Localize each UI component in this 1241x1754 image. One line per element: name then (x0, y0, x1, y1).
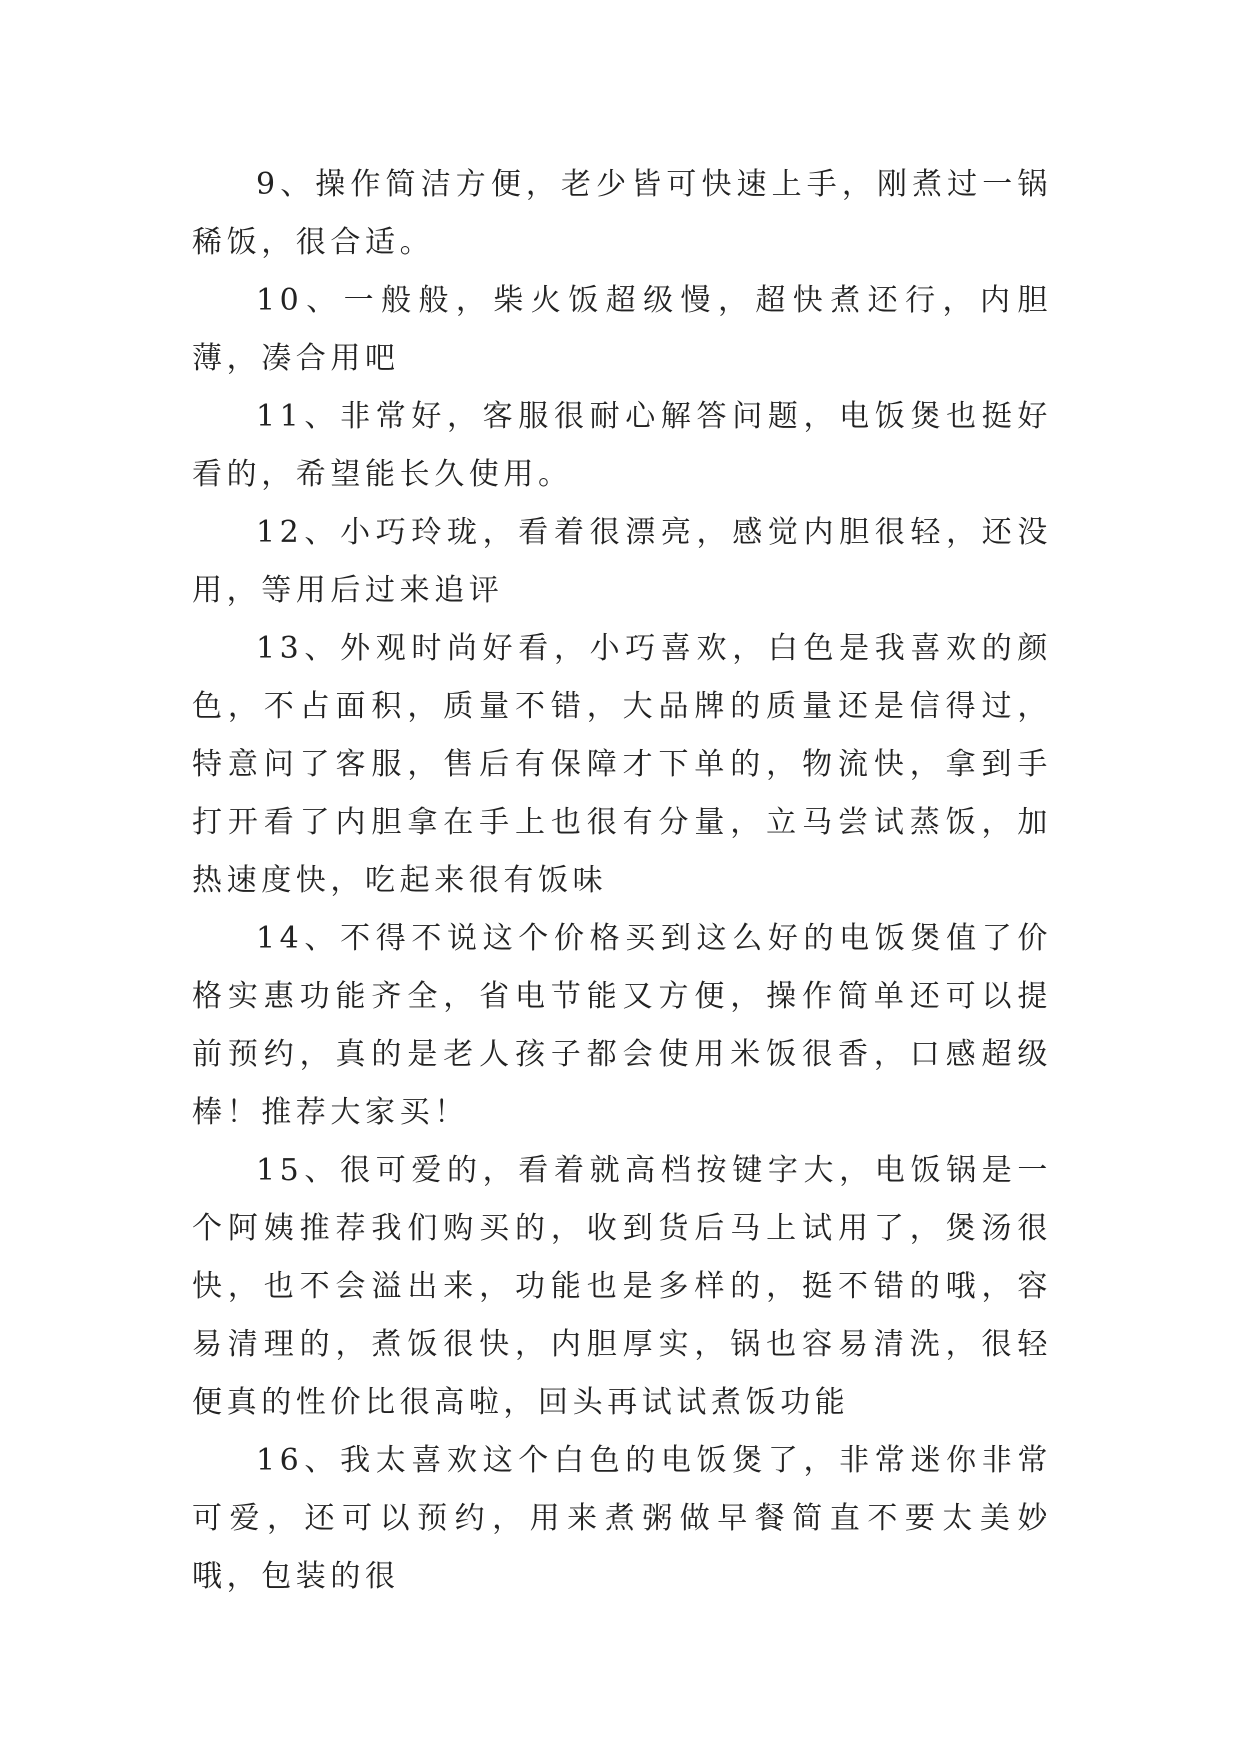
review-item-9: 9、操作简洁方便，老少皆可快速上手，刚煮过一锅稀饭，很合适。 (192, 167, 1052, 260)
review-item-11: 11、非常好，客服很耐心解答问题，电饭煲也挺好看的，希望能长久使用。 (192, 399, 1052, 492)
review-item-10: 10、一般般，柴火饭超级慢，超快煮还行，内胆薄，凑合用吧 (192, 283, 1052, 376)
review-item-14: 14、不得不说这个价格买到这么好的电饭煲值了价格实惠功能齐全，省电节能又方便，操作简单还可以提前预约，真的是老人孩子都会使用米饭很香，口感超级棒！推荐大家买！ (192, 921, 1052, 1130)
review-item-12: 12、小巧玲珑，看着很漂亮，感觉内胆很轻，还没用，等用后过来追评 (192, 515, 1052, 608)
review-item-16: 16、我太喜欢这个白色的电饭煲了，非常迷你非常可爱，还可以预约，用来煮粥做早餐简直不要太美妙哦，包装的很 (192, 1443, 1052, 1594)
review-item-13: 13、外观时尚好看，小巧喜欢，白色是我喜欢的颜色，不占面积，质量不错，大品牌的质量还是信得过，特意问了客服，售后有保障才下单的，物流快，拿到手打开看了内胆拿在手上也很有分量，立马尝试蒸饭，加热速度快，吃起来很有饭味 (192, 631, 1052, 898)
review-item-15: 15、很可爱的，看着就高档按键字大，电饭锅是一个阿姨推荐我们购买的，收到货后马上试用了，煲汤很快，也不会溢出来，功能也是多样的，挺不错的哦，容易清理的，煮饭很快，内胆厚实，锅也容易清洗，很轻便真的性价比很高啦，回头再试试煮饭功能 (192, 1153, 1052, 1420)
review-list (192, 156, 1052, 1606)
